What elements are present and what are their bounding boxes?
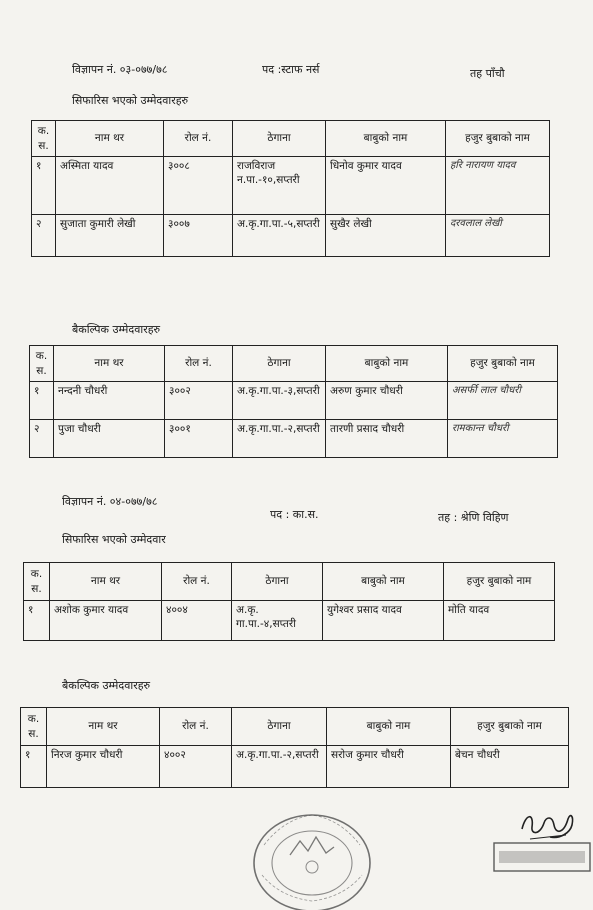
- cell-grandfather: मोति यादव: [444, 601, 555, 641]
- ad-number-1: विज्ञापन नं. ०३-०७७/७८: [72, 63, 168, 76]
- cell-grandfather: असर्फी लाल चौधरी: [448, 382, 558, 420]
- official-seal-icon: [240, 805, 380, 910]
- col-address: ठेगाना: [232, 563, 323, 601]
- col-sn: क. स.: [32, 121, 56, 157]
- cell-name: निरज कुमार चौधरी: [47, 746, 160, 788]
- col-roll: रोल नं.: [160, 708, 232, 746]
- cell-father: अरुण कुमार चौधरी: [326, 382, 448, 420]
- col-address: ठेगाना: [233, 121, 326, 157]
- cell-grandfather: बेचन चौधरी: [451, 746, 569, 788]
- signature-icon: [516, 805, 578, 845]
- col-roll: रोल नं.: [164, 121, 233, 157]
- table-header-row: [30, 346, 558, 382]
- cell-roll: ४००२: [160, 746, 232, 788]
- ad-number-2: विज्ञापन नं. ०४-०७७/७८: [62, 495, 158, 508]
- cell-name: पुजा चौधरी: [54, 420, 165, 458]
- cell-sn: २: [30, 420, 54, 458]
- cell-father: सरोज कुमार चौधरी: [327, 746, 451, 788]
- recommended-title-2: सिफारिस भएको उम्मेदवार: [62, 533, 166, 546]
- cell-grandfather: रामकान्त चौधरी: [448, 420, 558, 458]
- cell-grandfather: दरवलाल लेखी: [446, 215, 550, 257]
- cell-name: अशोक कुमार यादव: [50, 601, 162, 641]
- col-grandfather: हजुर बुबाको नाम: [451, 708, 569, 746]
- col-sn: क. स.: [24, 563, 50, 601]
- cell-roll: ३००८: [164, 157, 233, 215]
- cell-sn: १: [21, 746, 47, 788]
- cell-sn: १: [30, 382, 54, 420]
- table-header-row: [24, 563, 555, 601]
- col-grandfather: हजुर बुबाको नाम: [446, 121, 550, 157]
- cell-grandfather: हरि नारायण यादव: [446, 157, 550, 215]
- col-father: बाबुको नाम: [326, 121, 446, 157]
- col-name: नाम थर: [50, 563, 162, 601]
- col-address: ठेगाना: [232, 708, 327, 746]
- col-name: नाम थर: [54, 346, 165, 382]
- col-sn: क. स.: [30, 346, 54, 382]
- alternate-title-2: बैकल्पिक उम्मेदवारहरु: [62, 679, 151, 692]
- cell-sn: १: [32, 157, 56, 215]
- cell-father: धिनोव कुमार यादव: [326, 157, 446, 215]
- official-stamp-icon: [493, 842, 591, 872]
- table-header-row: [21, 708, 569, 746]
- cell-address: अ.कृ.गा.पा.-३,सप्तरी: [233, 382, 326, 420]
- cell-sn: २: [32, 215, 56, 257]
- table-row: [30, 420, 558, 458]
- table-row: [24, 601, 555, 641]
- col-roll: रोल नं.: [165, 346, 233, 382]
- col-grandfather: हजुर बुबाको नाम: [448, 346, 558, 382]
- cell-address: अ.कृ.गा.पा.-२,सप्तरी: [233, 420, 326, 458]
- col-grandfather: हजुर बुबाको नाम: [444, 563, 555, 601]
- cell-name: नन्दनी चौधरी: [54, 382, 165, 420]
- table-row: [32, 215, 550, 257]
- col-sn: क. स.: [21, 708, 47, 746]
- post-2: पद : का.स.: [270, 508, 319, 521]
- cell-father: सुखैर लेखी: [326, 215, 446, 257]
- cell-sn: १: [24, 601, 50, 641]
- table-row: [32, 157, 550, 215]
- table-header-row: [32, 121, 550, 157]
- level-2: तह : श्रेणि विहिण: [438, 511, 509, 524]
- level-1: तह पाँचौ: [470, 67, 505, 80]
- col-roll: रोल नं.: [162, 563, 232, 601]
- recommended-table-2: [23, 562, 555, 641]
- cell-roll: ३००१: [165, 420, 233, 458]
- cell-roll: ३००७: [164, 215, 233, 257]
- cell-name: सुजाता कुमारी लेखी: [56, 215, 164, 257]
- col-father: बाबुको नाम: [327, 708, 451, 746]
- col-father: बाबुको नाम: [326, 346, 448, 382]
- cell-address: अ.कृ. गा.पा.-४,सप्तरी: [232, 601, 323, 641]
- table-row: [30, 382, 558, 420]
- cell-father: तारणी प्रसाद चौधरी: [326, 420, 448, 458]
- col-name: नाम थर: [56, 121, 164, 157]
- cell-roll: ४००४: [162, 601, 232, 641]
- alternate-title-1: बैकल्पिक उम्मेदवारहरु: [72, 323, 161, 336]
- col-father: बाबुको नाम: [323, 563, 444, 601]
- recommended-table-1: [31, 120, 550, 257]
- alternate-table-1: [29, 345, 558, 458]
- col-name: नाम थर: [47, 708, 160, 746]
- cell-father: युगेश्वर प्रसाद यादव: [323, 601, 444, 641]
- cell-address: अ.कृ.गा.पा.-२,सप्तरी: [232, 746, 327, 788]
- col-address: ठेगाना: [233, 346, 326, 382]
- cell-address: राजविराज न.पा.-१०,सप्तरी: [233, 157, 326, 215]
- post-1: पद :स्टाफ नर्स: [262, 63, 320, 76]
- cell-address: अ.कृ.गा.पा.-५,सप्तरी: [233, 215, 326, 257]
- recommended-title-1: सिफारिस भएको उम्मेदवारहरु: [72, 94, 189, 107]
- cell-name: अस्मिता यादव: [56, 157, 164, 215]
- alternate-table-2: [20, 707, 569, 788]
- table-row: [21, 746, 569, 788]
- cell-roll: ३००२: [165, 382, 233, 420]
